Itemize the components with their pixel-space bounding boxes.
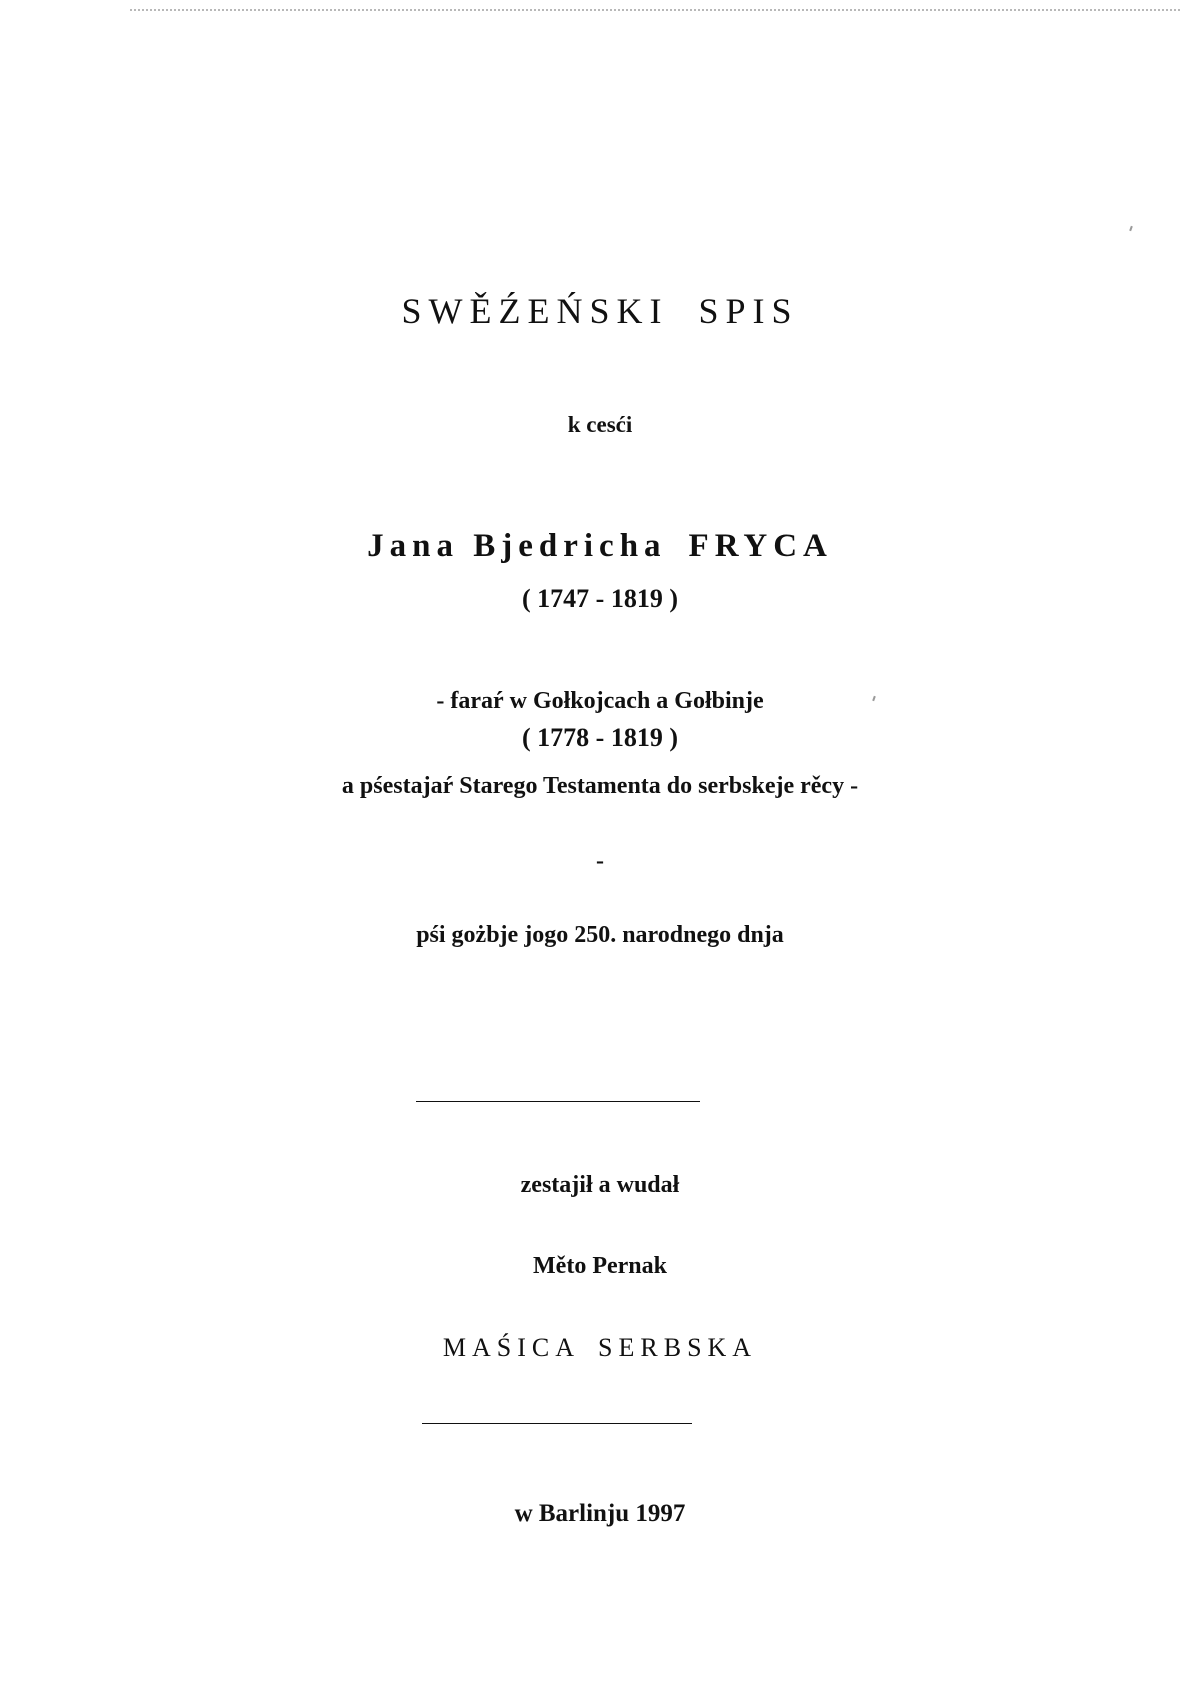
honoree-name	[0, 528, 1200, 565]
imprint-line: w Barlinju 1997	[514, 1500, 686, 1527]
position-years: ( 1778 - 1819 )	[522, 723, 678, 752]
honoree-given-names: Jana Bjedricha	[367, 528, 667, 564]
title-word-1: SWĚŹEŃSKI	[401, 291, 669, 331]
title-word-2: SPIS	[698, 291, 799, 331]
separator-dash: -	[596, 848, 604, 874]
editor-name: Měto Pernak	[533, 1253, 667, 1279]
publisher-name	[0, 1333, 1200, 1363]
scan-speck	[1129, 226, 1133, 231]
subtitle: k cesći	[567, 412, 633, 437]
horizontal-rule	[416, 1101, 700, 1102]
honoree-surname: FRYCA	[688, 528, 833, 564]
translation-line: a pśestajaŕ Starego Testamenta do serbskeje rěcy -	[341, 773, 859, 799]
compiled-label: zestajił a wudał	[520, 1172, 680, 1198]
publisher-word-2: SERBSKA	[598, 1333, 758, 1362]
publisher-word-1: MAŚICA	[442, 1333, 581, 1362]
scan-edge-artifact	[130, 9, 1180, 11]
horizontal-rule	[422, 1423, 692, 1424]
document-title	[0, 290, 1200, 332]
occasion-line: pśi gożbje jogo 250. narodnego dnja	[416, 922, 784, 948]
position-line: - faraŕ w Gołkojcach a Gołbinje	[436, 688, 764, 714]
life-years: ( 1747 - 1819 )	[522, 584, 678, 613]
